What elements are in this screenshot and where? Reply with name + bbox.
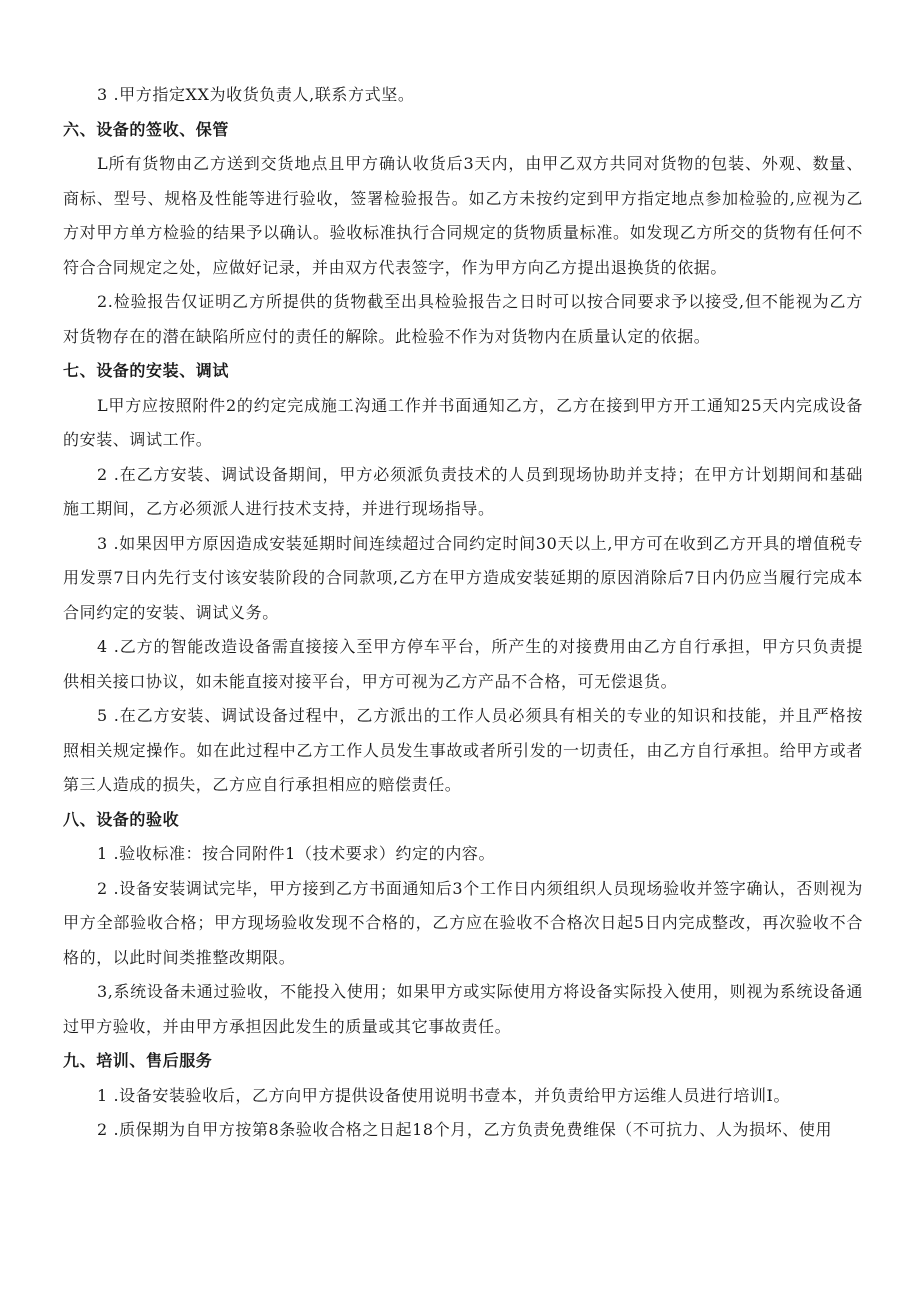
section-heading-8: 八、设备的验收: [63, 809, 180, 829]
section-heading-6: 六、设备的签收、保管: [63, 119, 230, 139]
paragraph-7-3: 3 .如果因甲方原因造成安装延期时间连续超过合同约定时间30天以上,甲方可在收到乙方开具的增值税专用发票7日内先行支付该安装阶段的合同款项,乙方在甲方造成安装延期的原因消除后7日内仍应当履行完成本合同约定的安装、调试义务。: [63, 533, 863, 622]
section-heading-7: 七、设备的安装、调试: [63, 361, 230, 380]
paragraph-7-2: 2 .在乙方安装、调试设备期间，甲方必须派负责技术的人员到现场协助并支持；在甲方计划期间和基础施工期间，乙方必须派人进行技术支持，并进行现场指导。: [63, 464, 863, 518]
paragraph-8-3: 3,系统设备未通过验收，不能投入使用；如果甲方或实际使用方将设备实际投入使用，则视为系统设备通过甲方验收，并由甲方承担因此发生的质量或其它事故责任。: [63, 982, 863, 1036]
paragraph-8-2: 2 .设备安装调试完毕，甲方接到乙方书面通知后3个工作日内须组织人员现场验收并签字确认，否则视为甲方全部验收合格；甲方现场验收发现不合格的，乙方应在验收不合格次日起5日内完成整改，再次验收不合格的，以此时间类推整改期限。: [63, 878, 863, 967]
paragraph-9-2: 2 .质保期为自甲方按第8条验收合格之日起18个月，乙方负责免费维保（不可抗力、人为损坏、使用: [97, 1120, 833, 1139]
paragraph-8-1: 1 .验收标准：按合同附件1（技术要求）约定的内容。: [97, 844, 496, 863]
paragraph-6-2: 2.检验报告仅证明乙方所提供的货物截至出具检验报告之日时可以按合同要求予以接受,但不能视为乙方对货物存在的潜在缺陷所应付的责任的解除。此检验不作为对货物内在质量认定的依据。: [63, 292, 863, 346]
paragraph-3-receiver: 3 .甲方指定XX为收货负责人,联系方式坚。: [97, 85, 415, 104]
document-page: [63, 78, 863, 1148]
paragraph-9-1: 1 .设备安装验收后，乙方向甲方提供设备使用说明书壹本，并负责给甲方运维人员进行培训I。: [97, 1085, 791, 1105]
section-heading-9: 九、培训、售后服务: [63, 1051, 213, 1070]
paragraph-7-5: 5 .在乙方安装、调试设备过程中，乙方派出的工作人员必须具有相关的专业的知识和技能，并且严格按照相关规定操作。如在此过程中乙方工作人员发生事故或者所引发的一切责任，由乙方自行承担。给甲方或者第三人造成的损失，乙方应自行承担相应的赔偿责任。: [63, 706, 863, 794]
paragraph-7-4: 4 .乙方的智能改造设备需直接接入至甲方停车平台，所产生的对接费用由乙方自行承担，甲方只负责提供相关接口协议，如未能直接对接平台，甲方可视为乙方产品不合格，可无偿退货。: [63, 637, 863, 691]
paragraph-6-1: L所有货物由乙方送到交货地点且甲方确认收货后3天内，由甲乙双方共同对货物的包装、外观、数量、商标、型号、规格及性能等进行验收，签署检验报告。如乙方未按约定到甲方指定地点参加检验的,应视为乙方对甲方单方检验的结果予以确认。验收标准执行合同规定的货物质量标准。如发现乙方所交的货物有任何不符合合同规定之处，应做好记录，并由双方代表签字，作为甲方向乙方提出退换货的依据。: [63, 154, 863, 277]
paragraph-7-1: L甲方应按照附件2的约定完成施工沟通工作并书面通知乙方，乙方在接到甲方开工通知25天内完成设备的安装、调试工作。: [63, 395, 863, 449]
